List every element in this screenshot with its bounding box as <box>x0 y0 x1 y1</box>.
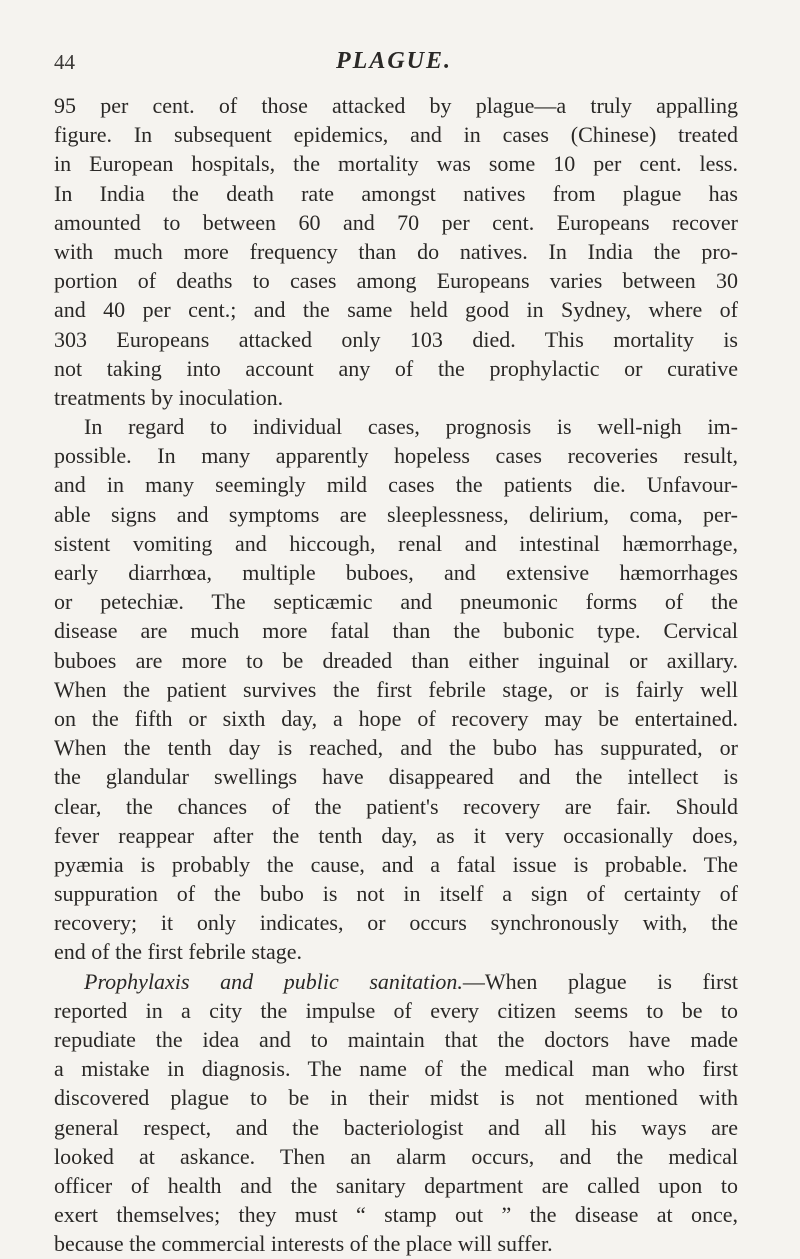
paragraph-prognosis <box>54 412 738 967</box>
text-line: end of the first febrile stage. <box>54 939 303 965</box>
text-line: not taking into account any of the prophylactic or curative <box>54 355 738 381</box>
text-line: and in many seemingly mild cases the patients die. Unfavour- <box>54 472 738 498</box>
page-header <box>54 50 734 80</box>
text-line: repudiate the idea and to maintain that the doctors have made <box>54 1027 738 1052</box>
text-line: general respect, and the bacteriologist and all his ways are <box>54 1114 738 1140</box>
text-line: or petechiæ. The septicæmic and pneumonic forms of the <box>54 589 738 615</box>
text-line: In regard to individual cases, prognosis is well-nigh im- <box>84 414 738 440</box>
text-line: reported in a city the impulse of every citizen seems to be to <box>54 997 738 1023</box>
text-line: sistent vomiting and hiccough, renal and intestinal hæmorrhage, <box>54 530 738 556</box>
text-line: early diarrhœa, multiple buboes, and extensive hæmorrhages <box>54 560 738 585</box>
text-line: In India the death rate amongst natives from plague has <box>54 180 738 206</box>
text-line: 95 per cent. of those attacked by plague—a truly appalling <box>54 93 738 118</box>
text-line: possible. In many apparently hopeless cases recoveries result, <box>54 443 738 469</box>
text-line: officer of health and the sanitary department are called upon to <box>54 1172 738 1198</box>
text-line: portion of deaths to cases among Europeans varies between 30 <box>54 268 738 294</box>
text-line: exert themselves; they must “ stamp out ” the disease at once, <box>54 1202 738 1228</box>
text-line: able signs and symptoms are sleeplessness, delirium, coma, per- <box>54 501 738 527</box>
text-line: 303 Europeans attacked only 103 died. This mortality is <box>54 326 738 352</box>
section-heading: Prophylaxis and public sanitation. <box>84 968 463 994</box>
text-line: a mistake in diagnosis. The name of the medical man who first <box>54 1056 738 1082</box>
page-number: 44 <box>54 50 75 74</box>
text-line: buboes are more to be dreaded than either inguinal or axillary. <box>54 647 738 673</box>
text-line: When the patient survives the first febrile stage, or is fairly well <box>54 676 738 702</box>
text-line: on the fifth or sixth day, a hope of recovery may be entertained. <box>54 705 738 731</box>
text-line: with much more frequency than do natives. In India the pro- <box>54 238 738 264</box>
text-line: fever reappear after the tenth day, as it very occasionally does, <box>54 822 738 848</box>
text-line: looked at askance. Then an alarm occurs, and the medical <box>54 1143 738 1169</box>
text-line: discovered plague to be in their midst is not mentioned with <box>54 1085 738 1111</box>
text-line: figure. In subsequent epidemics, and in cases (Chinese) treated <box>54 122 738 148</box>
text-line: When the tenth day is reached, and the bubo has suppurated, or <box>54 735 738 761</box>
text-line: treatments by inoculation. <box>54 384 284 410</box>
text-line: suppuration of the bubo is not in itself a sign of certainty of <box>54 881 738 907</box>
text-line: the glandular swellings have disappeared and the intellect is <box>54 764 738 790</box>
text-line <box>54 967 738 996</box>
text-line: clear, the chances of the patient's recovery are fair. Should <box>54 793 738 819</box>
heading-line-rest: —When plague is first <box>462 968 738 994</box>
text-line: pyæmia is probably the cause, and a fatal issue is probable. The <box>54 851 738 877</box>
text-line: recovery; it only indicates, or occurs synchronously with, the <box>54 910 738 936</box>
text-line: because the commercial interests of the place will suffer. <box>54 1231 553 1257</box>
text-line: amounted to between 60 and 70 per cent. Europeans recover <box>54 209 738 235</box>
text-line: in European hospitals, the mortality was some 10 per cent. less. <box>54 151 738 177</box>
paragraph-prophylaxis <box>54 967 738 1259</box>
body-text <box>54 91 738 1259</box>
running-title: PLAGUE. <box>336 48 452 74</box>
text-line: and 40 per cent.; and the same held good in Sydney, where of <box>54 297 738 323</box>
text-line: disease are much more fatal than the bubonic type. Cervical <box>54 618 738 644</box>
paragraph-mortality <box>54 91 738 412</box>
